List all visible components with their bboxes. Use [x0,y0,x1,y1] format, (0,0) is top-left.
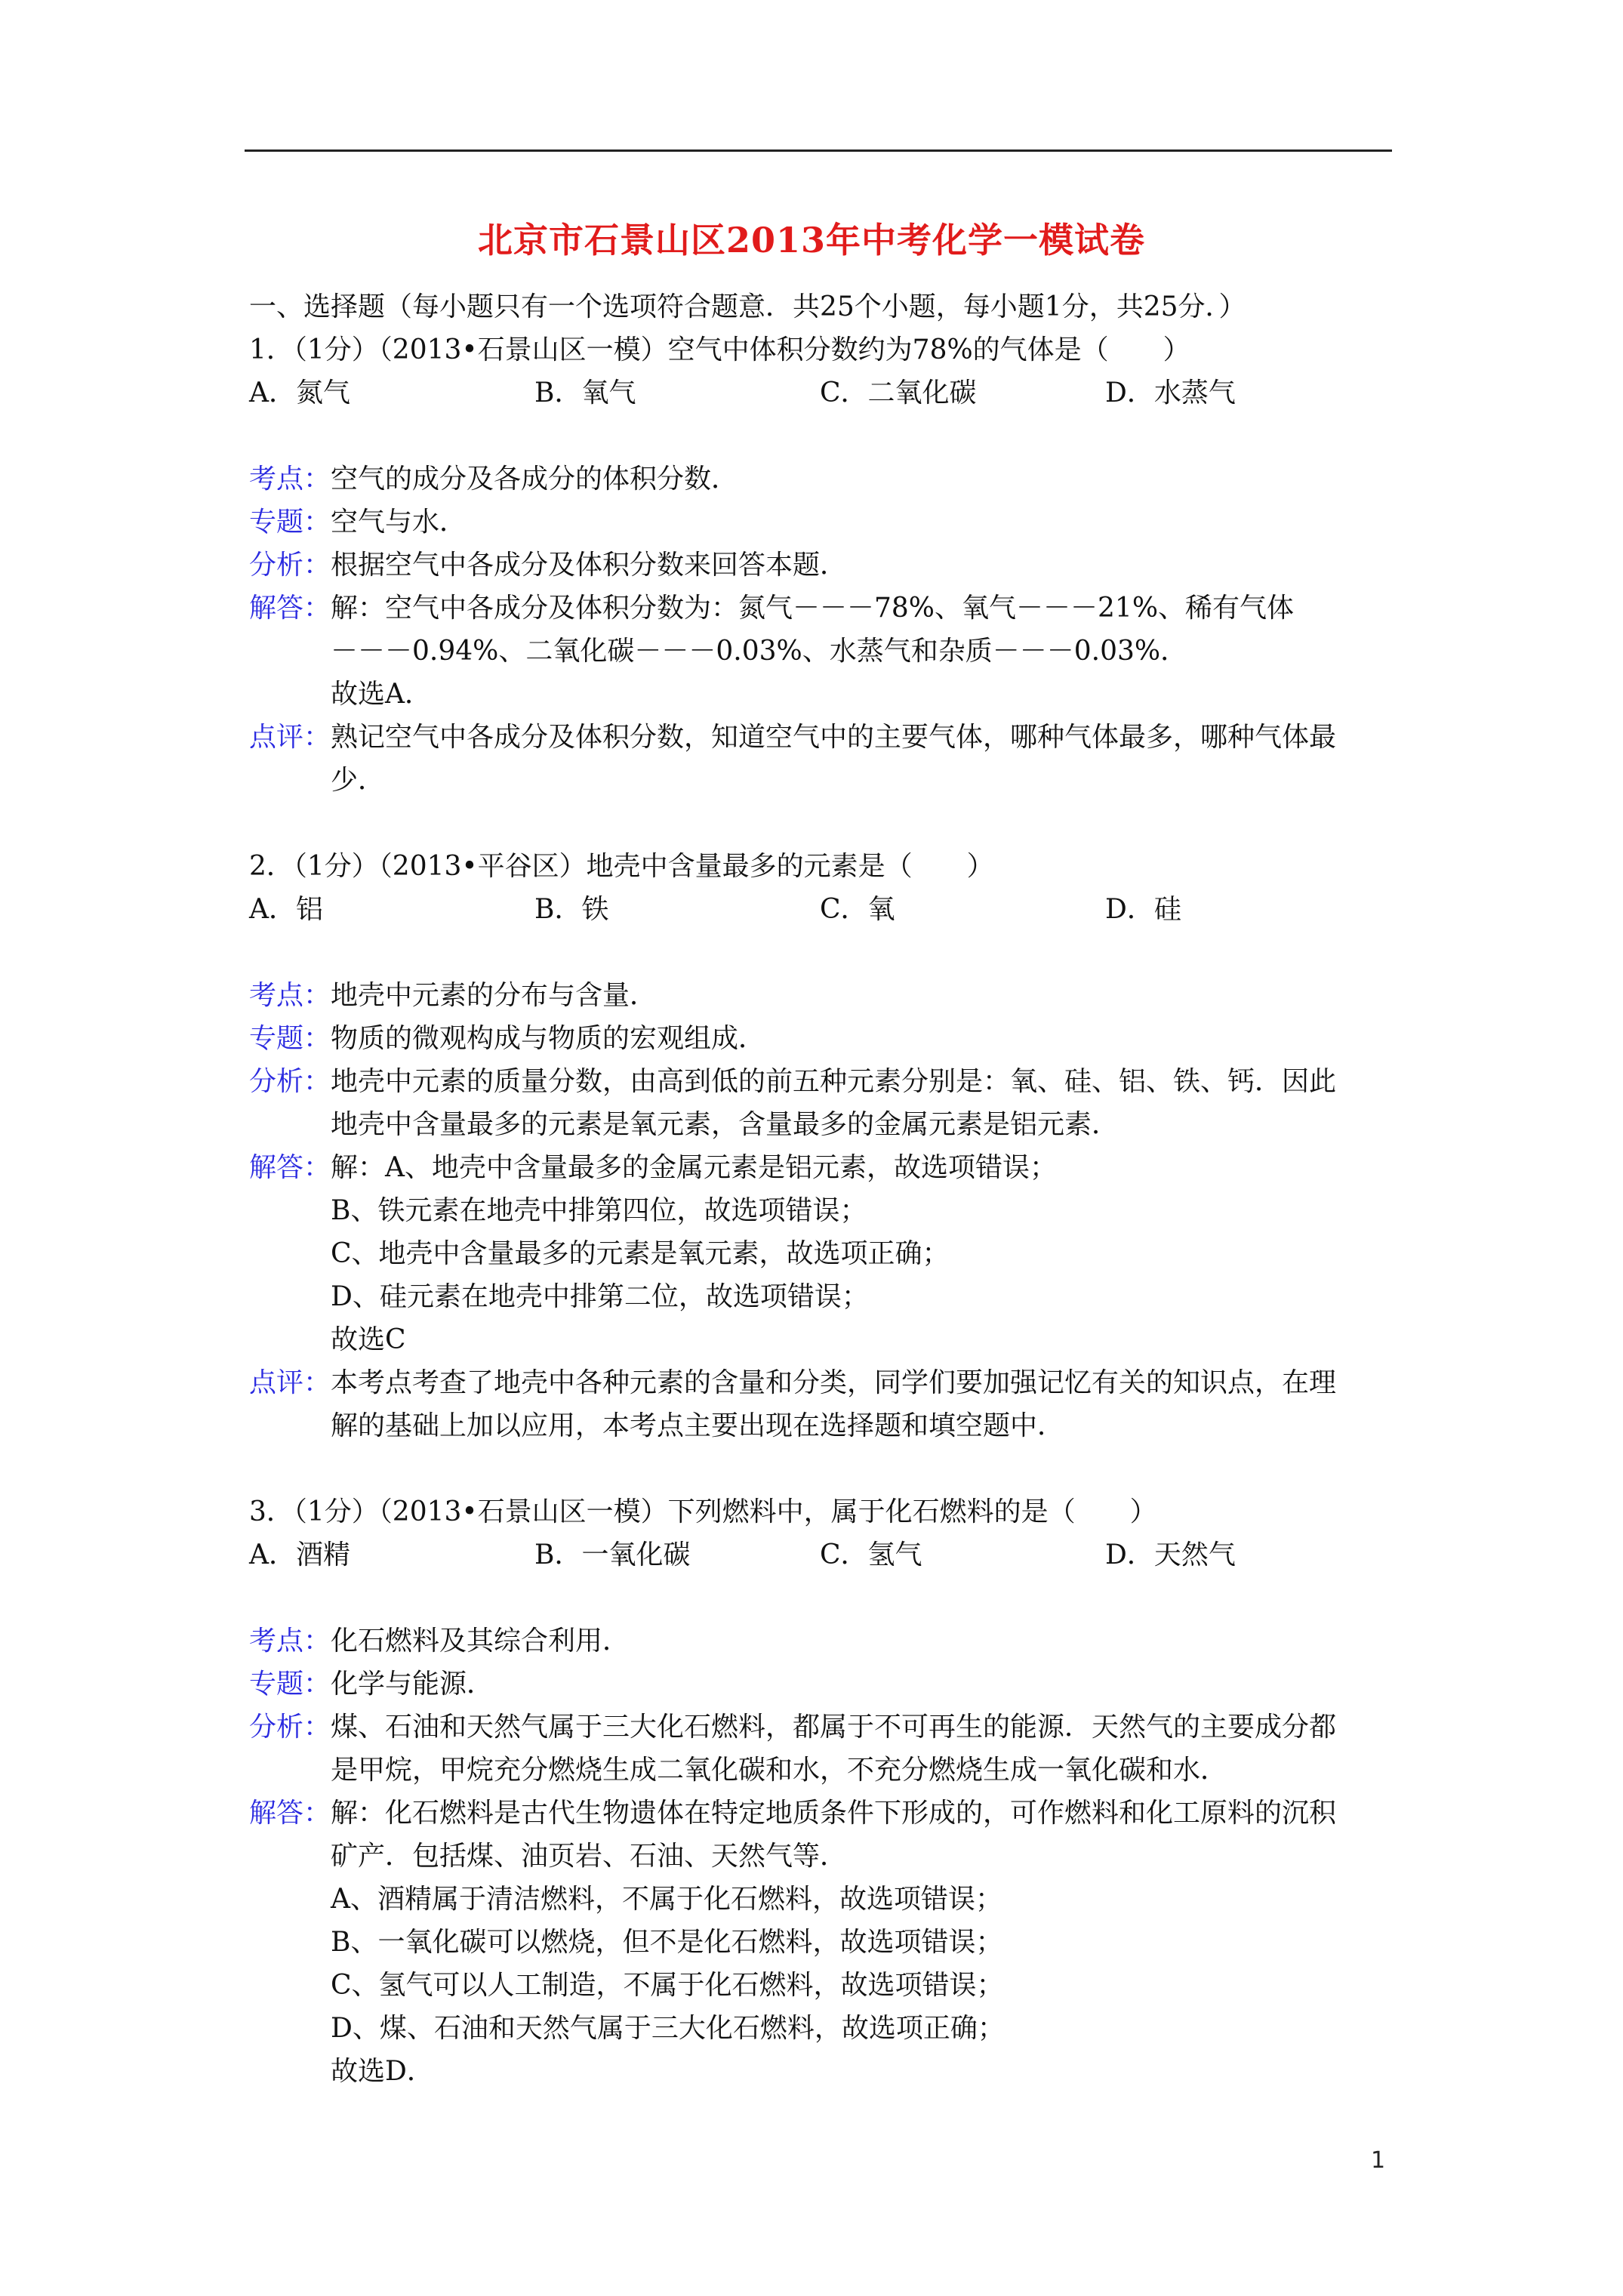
jieda-line: 解：A、地壳中含量最多的金属元素是铝元素，故选项错误； [331,1152,1057,1183]
kaodian-text: 地壳中元素的分布与含量． [331,980,658,1011]
jieda-line: 故选A． [331,679,432,710]
jieda-line: 故选C [331,1324,406,1355]
option-d: D．天然气 [1105,1539,1236,1570]
question-options [249,888,1397,931]
dianping-label: 点评： [249,1367,331,1398]
jieda-line: B、一氧化碳可以燃烧，但不是化石燃料，故选项错误； [331,1927,1003,1958]
option-a: A．酒精 [249,1539,350,1570]
question-1 [249,328,1397,802]
option-d: D．硅 [1105,894,1181,925]
option-a: A．铝 [249,894,323,925]
option-c: C．二氧化碳 [820,378,977,408]
option-c: C．氢气 [820,1539,922,1570]
kaodian-text: 化石燃料及其综合利用． [331,1626,630,1657]
kaodian-label: 考点： [249,980,331,1011]
option-a: A．氮气 [249,378,350,408]
jieda-label: 解答： [249,1152,331,1183]
question-2 [249,845,1397,1447]
jieda-line: 矿产．包括煤、油页岩、石油、天然气等． [331,1841,848,1872]
zhuanti-block [249,1663,1397,1706]
fenxi-label: 分析： [249,1066,331,1097]
jieda-line: －－－0.94%、二氧化碳－－－0.03%、水蒸气和杂质－－－0.03%． [331,636,1188,667]
page-number: 1 [1371,2147,1386,2174]
document-body [249,285,1397,2093]
kaodian-label: 考点： [249,464,331,495]
fenxi-line: 煤、石油和天然气属于三大化石燃料，都属于不可再生的能源．天然气的主要成分都 [331,1712,1337,1743]
zhuanti-text: 化学与能源． [331,1669,494,1700]
fenxi-label: 分析： [249,550,331,581]
section-heading: 一、选择题（每小题只有一个选项符合题意．共25个小题，每小题1分，共25分．） [249,291,1246,322]
jieda-line: 故选D． [331,2056,434,2087]
fenxi-block [249,1706,1397,1792]
jieda-block [249,1792,1397,2093]
fenxi-line: 地壳中含量最多的元素是氧元素，含量最多的金属元素是铝元素． [331,1109,1119,1140]
kaodian-block [249,458,1397,501]
zhuanti-label: 专题： [249,1669,331,1700]
question-options [249,371,1397,415]
jieda-block [249,1146,1397,1361]
option-b: B．一氧化碳 [534,1539,691,1570]
zhuanti-text: 物质的微观构成与物质的宏观组成． [331,1023,766,1054]
question-options [249,1533,1397,1576]
zhuanti-label: 专题： [249,1023,331,1054]
fenxi-block [249,1060,1397,1146]
kaodian-text: 空气的成分及各成分的体积分数． [331,464,739,495]
fenxi-text: 根据空气中各成分及体积分数来回答本题． [331,550,848,581]
jieda-line: 解：空气中各成分及体积分数为：氮气－－－78%、氧气－－－21%、稀有气体 [331,593,1295,624]
option-d: D．水蒸气 [1105,378,1236,408]
jieda-line: D、硅元素在地壳中排第二位，故选项错误； [331,1281,869,1312]
kaodian-block [249,974,1397,1017]
jieda-line: C、地壳中含量最多的元素是氧元素，故选项正确； [331,1238,950,1269]
dianping-line: 解的基础上加以应用，本考点主要出现在选择题和填空题中． [331,1410,1065,1441]
jieda-line: 解：化石燃料是古代生物遗体在特定地质条件下形成的，可作燃料和化工原料的沉积 [331,1798,1337,1829]
option-c: C．氧 [820,894,895,925]
page-title: 北京市石景山区2013年中考化学一模试卷 [477,220,1146,260]
jieda-line: C、氢气可以人工制造，不属于化石燃料，故选项错误； [331,1970,1004,2001]
option-b: B．铁 [534,894,609,925]
jieda-line: A、酒精属于清洁燃料，不属于化石燃料，故选项错误； [331,1884,1002,1915]
jieda-label: 解答： [249,1798,331,1829]
kaodian-label: 考点： [249,1626,331,1657]
zhuanti-block [249,501,1397,544]
dianping-line: 熟记空气中各成分及体积分数，知道空气中的主要气体，哪种气体最多，哪种气体最 [331,722,1337,753]
fenxi-block [249,544,1397,587]
option-b: B．氧气 [534,378,636,408]
jieda-block [249,587,1397,716]
dianping-line: 少． [331,765,386,796]
dianping-label: 点评： [249,722,331,753]
fenxi-line: 地壳中元素的质量分数，由高到低的前五种元素分别是：氧、硅、铝、铁、钙．因此 [331,1066,1337,1097]
zhuanti-label: 专题： [249,507,331,538]
jieda-label: 解答： [249,593,331,624]
jieda-line: D、煤、石油和天然气属于三大化石燃料，故选项正确； [331,2013,1005,2044]
question-stem: 1．（1分）（2013•石景山区一模）空气中体积分数约为78%的气体是（ ） [249,334,1190,365]
zhuanti-block [249,1017,1397,1060]
dianping-block [249,1361,1397,1447]
dianping-line: 本考点考查了地壳中各种元素的含量和分类，同学们要加强记忆有关的知识点，在理 [331,1367,1337,1398]
question-3 [249,1490,1397,2093]
header-rule [245,149,1392,152]
zhuanti-text: 空气与水． [331,507,467,538]
dianping-block [249,716,1397,802]
jieda-line: B、铁元素在地壳中排第四位，故选项错误； [331,1195,867,1226]
question-stem: 3．（1分）（2013•石景山区一模）下列燃料中，属于化石燃料的是（ ） [249,1496,1157,1527]
kaodian-block [249,1620,1397,1663]
fenxi-label: 分析： [249,1712,331,1743]
fenxi-line: 是甲烷，甲烷充分燃烧生成二氧化碳和水，不充分燃烧生成一氧化碳和水． [331,1755,1228,1786]
question-stem: 2．（1分）（2013•平谷区）地壳中含量最多的元素是（ ） [249,851,994,882]
